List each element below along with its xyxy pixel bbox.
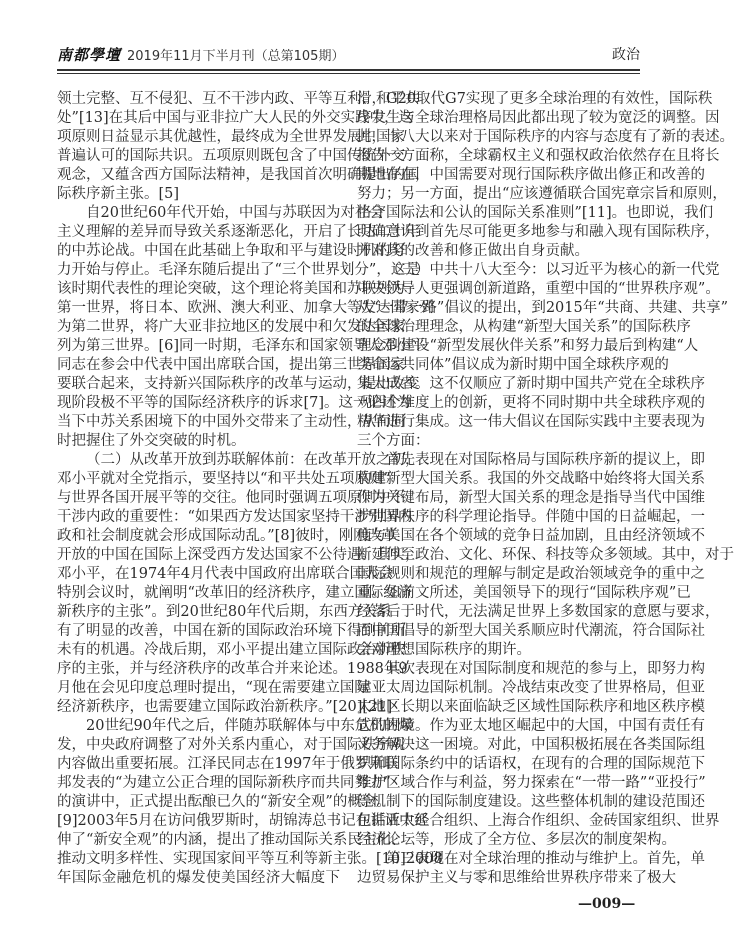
text-line: 当下中苏关系困境下的中国外交带来了主动性，从而同 [57,414,405,430]
right-column [357,90,734,888]
paragraph [357,90,734,261]
text-line: 观四个维度上的创新，更将不同时期中共全球秩序观的 [357,395,705,411]
text-line: 项原则日益显示其优越性，最终成为全世界发展中国家 [57,129,405,145]
text-line: 列为第三世界。[6]同一时期，毛泽东和国家领导人邓小平 [57,338,426,354]
running-header [57,44,640,66]
text-line: 报告一方面称，全球霸权主义和强权政治依然存在且将长 [357,148,720,164]
text-line: 特别会议时，就阐明“改革旧的经济秩序，建立国际经济 [57,585,413,601]
text-line: [9]2003年5月在访问俄罗斯时，胡锦涛总书记在讲话中延 [57,813,429,829]
text-line: 三个方面： [357,433,430,449]
text-line: 边贸易保护主义与零和思维给世界秩序带来了极大 [357,870,676,886]
text-line: 努力；另一方面，提出“应该遵循联合国宪章宗旨和原则， [357,186,727,202]
text-line: 国际规则和规范的理解与制定是政治领域竞争的重中之 [357,566,705,582]
text-line: 明确意识到首先尽可能更多地参与和融入现有国际秩序， [357,224,720,240]
text-line: 时把握住了外交突破的时机。 [57,433,246,449]
text-line: 经济新秩序，也需要建立国际政治新秩序。”[20][21] [57,699,393,715]
text-line: 新秩序的主张”。到20世纪80年代后期，东西方关系 [57,604,392,620]
text-line: 太地区长期以来面临缺乏区域性国际秩序和地区秩序模 [357,699,705,715]
text-line: 邓小平，在1974年4月代表中国政府出席联合国大会 [57,566,394,582]
text-line: 并对其的改善和修正做出自身贡献。 [357,243,589,259]
text-line: 其次表现在对国际制度和规范的参与上，即努力构 [386,661,705,677]
text-line: 类命运共同体”倡议成为新时期中国全球秩序观的 [357,357,669,373]
text-line: 邓小平就对全党指示，要坚持以“和平共处五项原则” [57,471,391,487]
text-line: 年国际金融危机的爆发使美国经济大幅度下 [57,870,340,886]
text-line: 发，中央政府调整了对外关系内重心，对于国际秩序观 [57,737,405,753]
paragraph [57,90,420,204]
text-line: 该时期代表性的理论突破，这个理论将美国和苏联列为 [57,281,405,297]
text-line: 力开始与停止。毛泽东随后提出了“三个世界划分”，这是 [57,262,420,278]
text-line: 推动文明多样性、实现国家间平等互利等新主张。[10]2008 [57,851,443,867]
paragraph [357,451,734,660]
text-line: 理念到建设“新型发展伙伴关系”和努力最后到构建“人 [357,338,699,354]
journal-logo: 南都學壇 [57,46,122,64]
text-line: 开放的中国在国际上深受西方发达国家不公待遇。其实， [57,547,420,563]
paragraph [357,261,729,451]
text-line: 第一世界，将日本、欧洲、澳大利亚、加拿大等发达国家列 [57,300,434,316]
text-line: 伸了“新安全观”的内涵，提出了推动国际关系民主化、 [57,832,406,848]
text-line: 滑，G20取代G7实现了更多全球治理的有效性，国际秩 [357,91,713,107]
issue-info: 2019年11月下半月刊（总第105期） [127,49,345,64]
text-line: 际秩序新主张。[5] [57,186,180,202]
text-line: 此，十八大以来对于国际秩序的内容与态度有了新的表述。 [357,129,734,145]
text-line: 观念，又蕴含西方国际法精神，是我国首次明确提出的国 [57,167,420,183]
text-line: 与世界各国开展平等的交往。他同时强调五项原则中不 [57,490,405,506]
paragraph [57,717,443,888]
text-line: 领土完整、互不侵犯、互不干涉内政、平等互利、和平共 [57,91,420,107]
text-line: 月他在会见印度总理时提出，“现在需要建立国际 [57,680,369,696]
text-line: 式的困境。作为亚太地区崛起中的大国，中国有责任有 [357,718,705,734]
text-line: 会对理想国际秩序的期许。 [357,642,531,658]
text-line: 第三表现在对全球治理的推动与维护上。首先，单 [386,851,705,867]
text-line: （二）从改革开放到苏联解体前：在改革开放之初， [86,452,420,468]
text-line: 主义理解的差异而导致关系逐渐恶化，开启了长达二十年 [57,224,420,240]
text-line: 有了明显的改善，中国在新的国际政治环境下得到前所 [57,623,405,639]
text-line: 作为关键布局，新型大国关系的理念是指导当代中国维 [357,490,705,506]
text-line: 序发生与全球治理格局因此都出现了较为宽泛的调整。因 [357,110,720,126]
text-line: （三）中共十八大至今：以习近平为核心的新一代党 [386,262,720,278]
text-line: 的全球治理理念，从构建“新型大国关系”的国际秩序 [357,319,691,335]
text-line: 度与美国在各个领域的竞争日益加剧，且由经济领域不 [357,528,705,544]
text-line: 从“一带一路”倡议的提出，到2015年“共商、共建、共享” [357,300,729,316]
text-line: 同志在参会中代表中国出席联合国，提出第三世界国家 [57,357,405,373]
text-line: 等机制下的国际制度建设。这些整体机制的建设范围还 [357,794,705,810]
text-line: 要联合起来，支持新兴国际秩序的改革与运动，提出改变 [57,376,420,392]
text-line: 织和国际条约中的话语权，在现有的合理的国际规范下 [357,756,705,772]
text-line: 中央领导人更强调创新道路，重塑中国的“世界秩序观”。 [357,281,720,297]
text-line: 干涉内政的重要性：“如果西方发达国家坚持干涉别国内 [57,509,413,525]
text-line: 建亚太周边国际机制。冷战结束改变了世界格局，但亚 [357,680,705,696]
page-number: —009— [578,896,636,912]
text-line: 的中苏论战。中国在此基础上争取和平与建设时机的努 [57,243,405,259]
paragraph [357,850,705,888]
text-line: 重。如前文所述，美国领导下的现行“国际秩序观”已 [357,585,691,601]
text-line: 20世纪90年代之后，伴随苏联解体与中东危机的爆 [86,718,413,734]
text-line: 内容做出重要拓展。江泽民同志在1997年于俄罗斯联 [57,756,399,772]
text-line: 现阶段极不平等的国际经济秩序的诉求[7]。这一论述为 [57,395,412,411]
text-line: 政和社会制度就会形成国际动乱。”[8]彼时，刚刚改革 [57,528,397,544]
text-line: 集大成者。这不仅顺应了新时期中国共产党在全球秩序 [357,376,705,392]
text-line: 护世界秩序的科学理论指导。伴随中国的日益崛起，一 [357,509,705,525]
text-line: 维护区域合作与利益，努力探索在“一带一路”“亚投行” [357,775,706,791]
paragraph [357,660,720,850]
text-line: 而中国倡导的新型大国关系顺应时代潮流，符合国际社 [357,623,705,639]
text-line: 经济论坛等，形成了全方位、多层次的制度架构。 [357,832,676,848]
text-line: 义务解决这一困境。对此，中国积极拓展在各类国际组 [357,737,705,753]
text-line: 构建新型大国关系。我国的外交战略中始终将大国关系 [357,471,705,487]
text-line: 期地存在，中国需要对现行国际秩序做出修正和改善的 [357,167,705,183]
paragraph [57,451,420,717]
text-line: 未有的机遇。冷战后期，邓小平提出建立国际政治新秩 [57,642,405,658]
text-line: 邦发表的“为建立公正合理的国际新秩序而共同努力” [57,775,391,791]
header-rule [57,69,640,74]
text-line: 经落后于时代，无法满足世界上多数国家的意愿与要求， [357,604,720,620]
text-line: 为第二世界，将广大亚非拉地区的发展中和欠发达国家 [57,319,405,335]
text-line: 断延伸至政治、文化、环保、科技等众多领域。其中，对于 [357,547,734,563]
text-line: 包括亚太经合组织、上海合作组织、金砖国家组织、世界 [357,813,720,829]
text-line: 处”[13]在其后中国与亚非拉广大人民的外交实践中，这 [57,110,414,126]
text-line: 普遍认可的国际共识。五项原则既包含了中国传统外交 [57,148,405,164]
section-label: 政治 [612,47,640,63]
text-line: 的演讲中，正式提出酝酿已久的“新安全观”的概念。 [57,794,391,810]
text-line: 精华进行集成。这一伟大倡议在国际实践中主要表现为 [357,414,705,430]
text-line: 首先表现在对国际格局与国际秩序新的提议上，即 [386,452,705,468]
text-line: 序的主张，并与经济秩序的改革合并来论述。1988年9 [57,661,408,677]
text-line: 恪守国际法和公认的国际关系准则”[11]。也即说，我们 [357,205,714,221]
text-line: 自20世纪60年代开始，中国与苏联因为对社会 [86,205,384,221]
